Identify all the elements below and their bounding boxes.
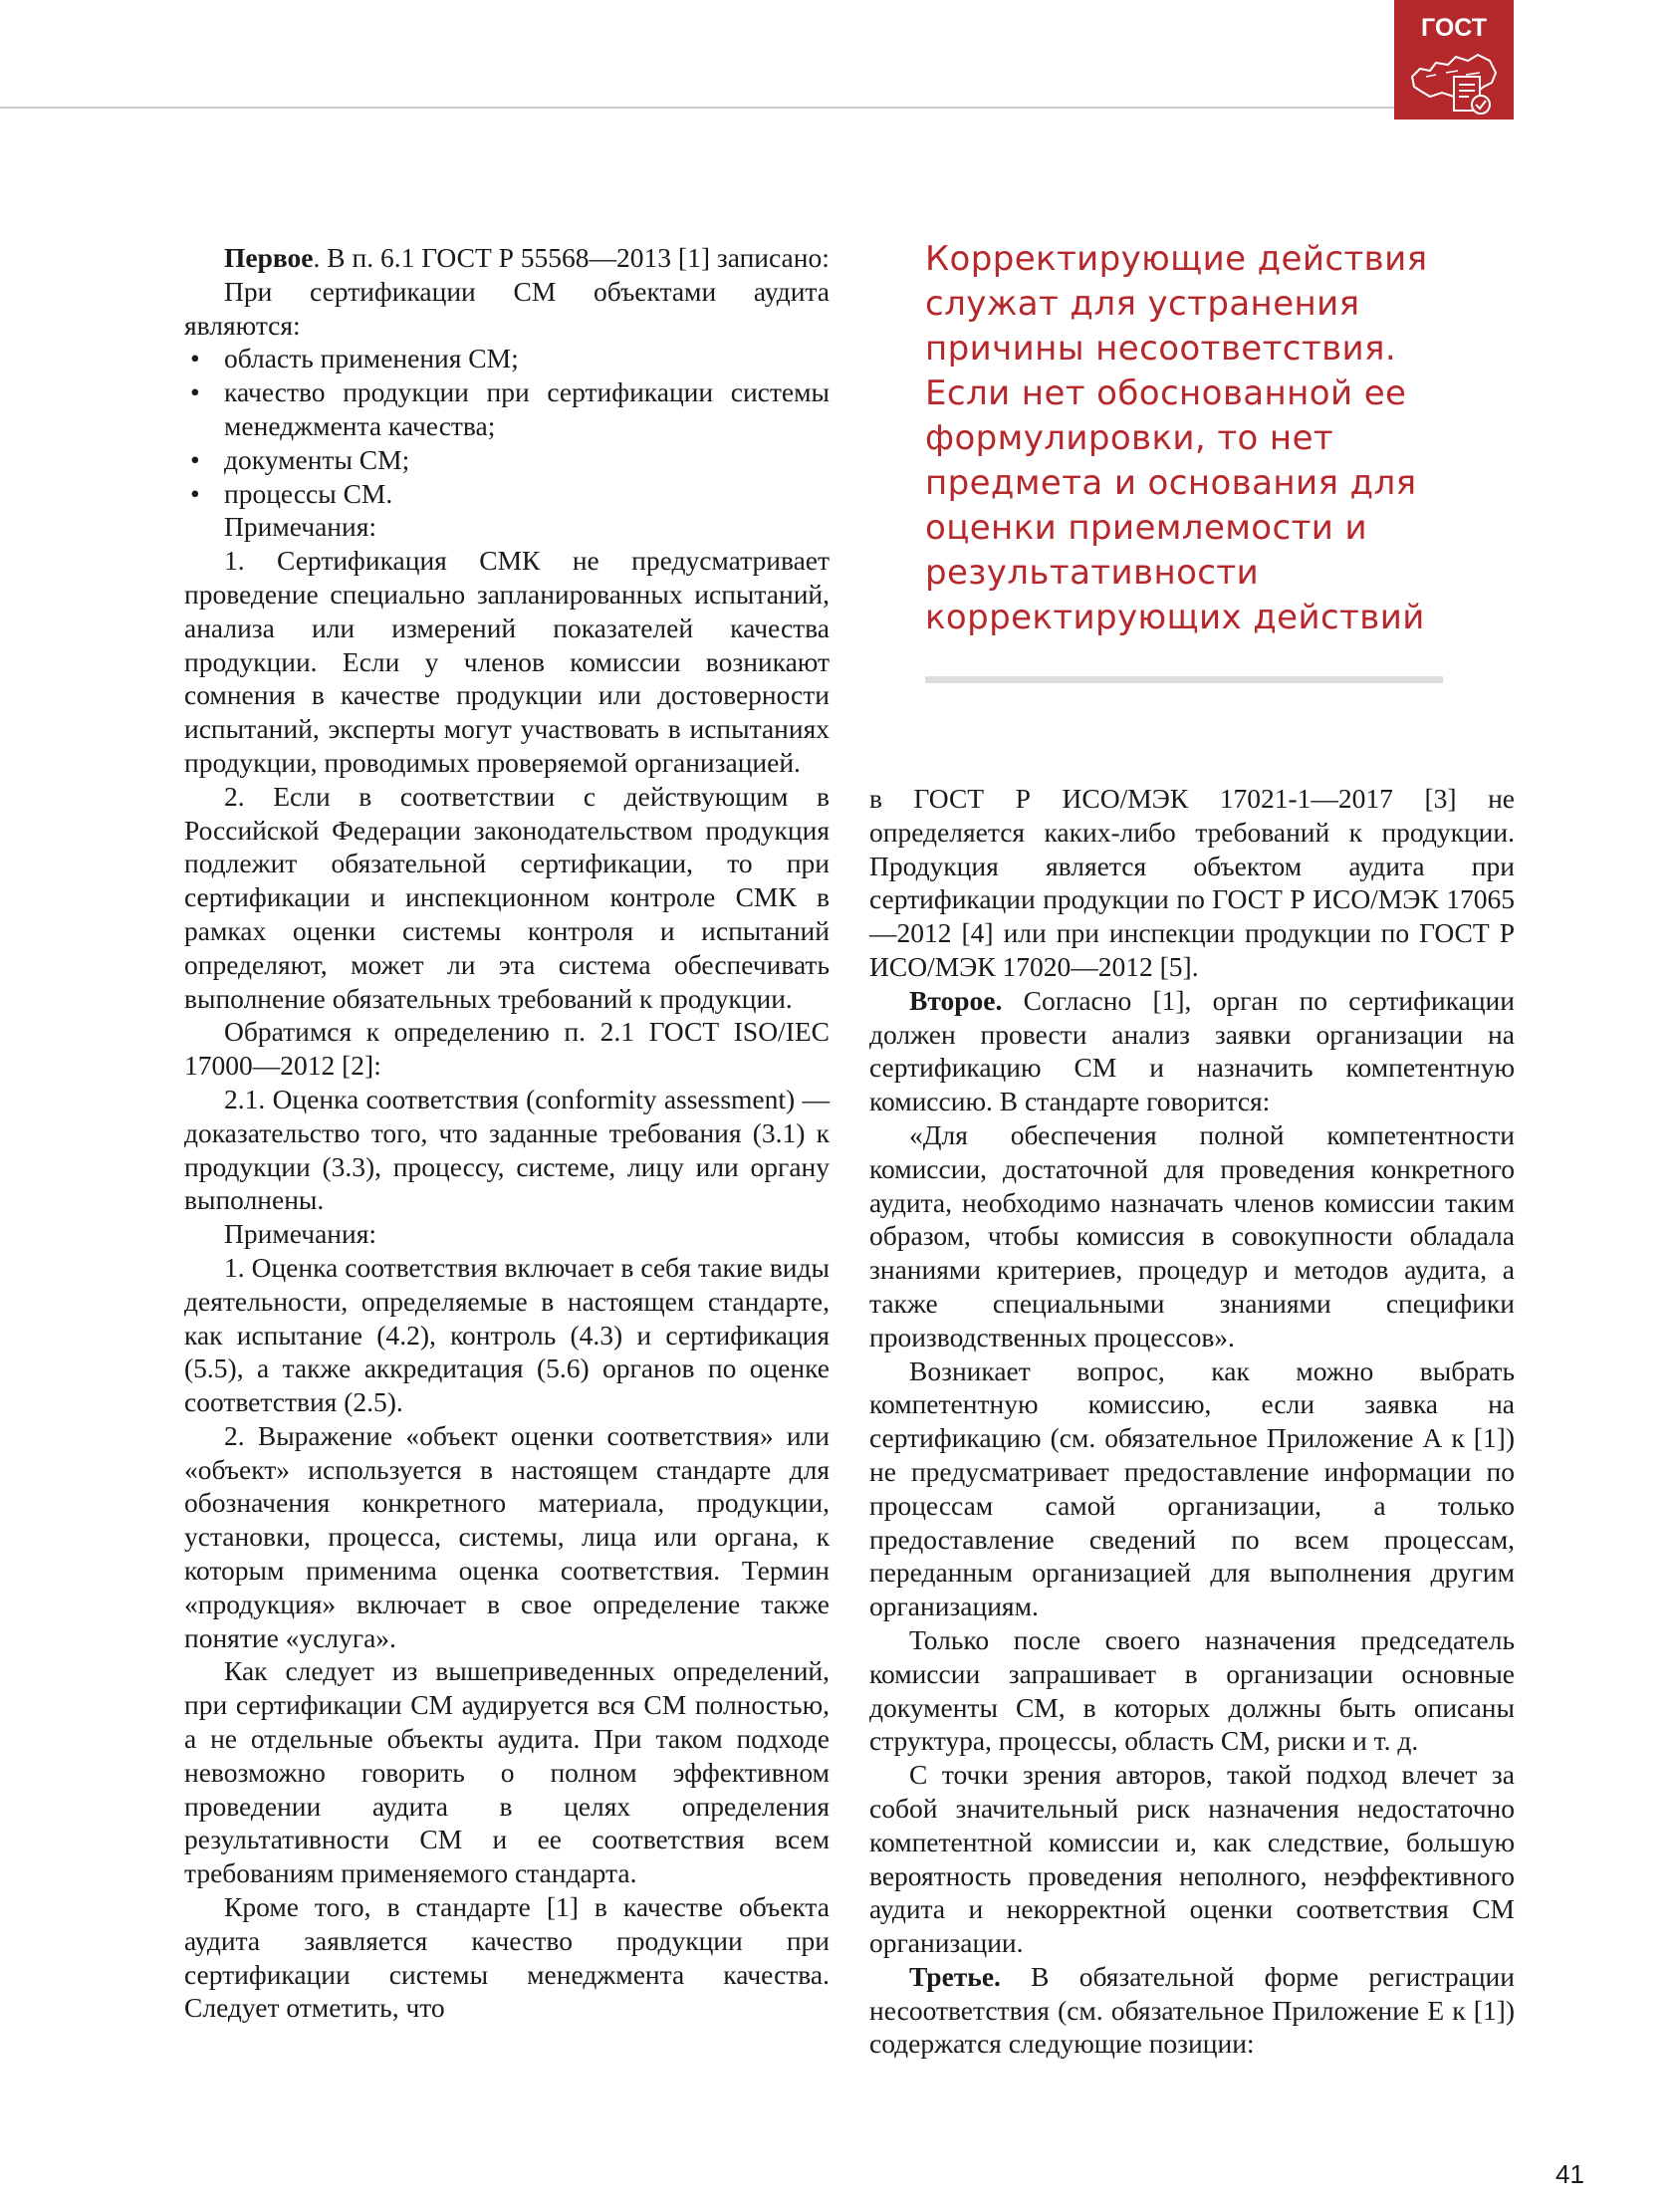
- right-column: [869, 782, 1515, 2061]
- list-item: • документы СМ;: [184, 443, 830, 477]
- paragraph: Возникает вопрос, как можно выбрать компетентную комиссию, если заявка на сертификацию (см. обязательное Приложение А к [1]) не предусматривает предоставление информации по процессам самой организации, а только предоставление сведений по всем процессам, переданным организацией для выполнения другим организациям.: [869, 1354, 1515, 1622]
- paragraph: С точки зрения авторов, такой подход влечет за собой значительный риск назначения недостаточно компетентной комиссии и, как следствие, большую вероятность проведения неполного, неэффективного аудита и некорректной оценки соответствия СМ организации.: [869, 1759, 1515, 1959]
- lead-word: Второе.: [909, 984, 1003, 1016]
- gost-badge: [1394, 0, 1514, 120]
- page-number: 41: [1555, 2159, 1584, 2189]
- paragraph: Как следует из вышеприведенных определений, при сертификации СМ аудируется вся СМ полностью, а не отдельные объекты аудита. При таком подходе невозможно говорить о полном эффективном проведении аудита в целях определения результативности СМ и ее соответствия всем требованиям применяемого стандарта.: [184, 1655, 830, 1889]
- paragraph: При сертификации СМ объектами аудита являются:: [184, 275, 830, 341]
- paragraph: Обратимся к определению п. 2.1 ГОСТ ISO/IEC 17000—2012 [2]:: [184, 1016, 830, 1082]
- note: 1. Оценка соответствия включает в себя такие виды деятельности, определяемые в настоящем стандарте, как испытание (4.2), контроль (4.3) и сертификация (5.5), а также аккредитация (5.6) органов по оценке соответствия (2.5).: [184, 1251, 830, 1418]
- paragraph: [184, 241, 830, 275]
- list-item: • качество продукции при сертификации системы менеджмента качества;: [184, 375, 830, 443]
- paragraph: 2.1. Оценка соответствия (conformity assessment) — доказательство того, что заданные требования (3.1) к продукции (3.3), процессу, системе, лицу или органу выполнены.: [184, 1083, 830, 1216]
- bullet-list: [184, 342, 830, 510]
- badge-title: ГОСТ: [1421, 14, 1487, 42]
- note: 2. Если в соответствии с действующим в Российской Федерации законодательством продукция подлежит обязательной сертификации, то при сертификации и инспекционном контроле СМК в рамках оценки системы контроля и испытаний определяют, может ли эта система обеспечивать выполнение обязательных требований к продукции.: [184, 780, 830, 1014]
- paragraph: в ГОСТ Р ИСО/МЭК 17021-1—2017 [3] не определяется каких-либо требований к продукции. Продукция является объектом аудита при сертификации продукции по ГОСТ Р ИСО/МЭК 17065—2012 [4] или при инспекции продукции по ГОСТ Р ИСО/МЭК 17020—2012 [5].: [869, 783, 1515, 982]
- paragraph: [869, 1960, 1515, 2061]
- notes-label: Примечания:: [224, 1218, 377, 1250]
- left-column: [184, 241, 830, 2025]
- pull-quote: Корректирующие действия служат для устранения причины несоответствия. Если нет обоснованной ее формулировки, то нет предмета и основания для оценки приемлемости и результативности корректирующих действий: [925, 239, 1428, 637]
- paragraph-text: Согласно [1], орган по сертификации должен провести анализ заявки организации на сертификацию СМ и назначить компетентную комиссию. В стандарте говорится:: [869, 984, 1515, 1117]
- russia-map-document-icon: [1406, 47, 1502, 117]
- notes-label: Примечания:: [224, 511, 377, 543]
- paragraph: [869, 984, 1515, 1118]
- note: 2. Выражение «объект оценки соответствия» или «объект» используется в настоящем стандарте для обозначения конкретного материала, продукции, установки, процесса, системы, лица или органа, к которым применима оценка соответствия. Термин «продукция» включает в свое определение также понятие «услуга».: [184, 1419, 830, 1653]
- pull-quote-rule: [925, 676, 1443, 683]
- paragraph-text: В обязательной форме регистрации несоответствия (см. обязательное Приложение Е к [1]) содержатся следующие позиции:: [869, 1960, 1515, 2060]
- paragraph: Кроме того, в стандарте [1] в качестве объекта аудита заявляется качество продукции при сертификации системы менеджмента качества. Следует отметить, что: [184, 1891, 830, 2024]
- quotation: «Для обеспечения полной компетентности комиссии, достаточной для проведения конкретного аудита, необходимо назначать членов комиссии таким образом, чтобы комиссия в совокупности обладала знаниями критериев, процедур и методов аудита, а также специальными знаниями специфики производственных процессов».: [869, 1118, 1515, 1352]
- header-rule: [0, 107, 1394, 109]
- lead-word: Третье.: [909, 1960, 1001, 1992]
- list-item: • процессы СМ.: [184, 477, 830, 511]
- note: 1. Сертификация СМК не предусматривает проведение специально запланированных испытаний, анализа или измерений показателей качества продукции. Если у членов комиссии возникают сомнения в качестве продукции или достоверности испытаний, эксперты могут участвовать в испытаниях продукции, проводимых проверяемой организацией.: [184, 545, 830, 778]
- lead-word: Первое: [224, 242, 314, 273]
- paragraph: Только после своего назначения председатель комиссии запрашивает в организации основные документы СМ, в которых должны быть описаны структура, процессы, область СМ, риски и т. д.: [869, 1623, 1515, 1757]
- paragraph-text: . В п. 6.1 ГОСТ Р 55568—2013 [1] записано:: [313, 242, 830, 273]
- list-item: • область применения СМ;: [184, 342, 830, 375]
